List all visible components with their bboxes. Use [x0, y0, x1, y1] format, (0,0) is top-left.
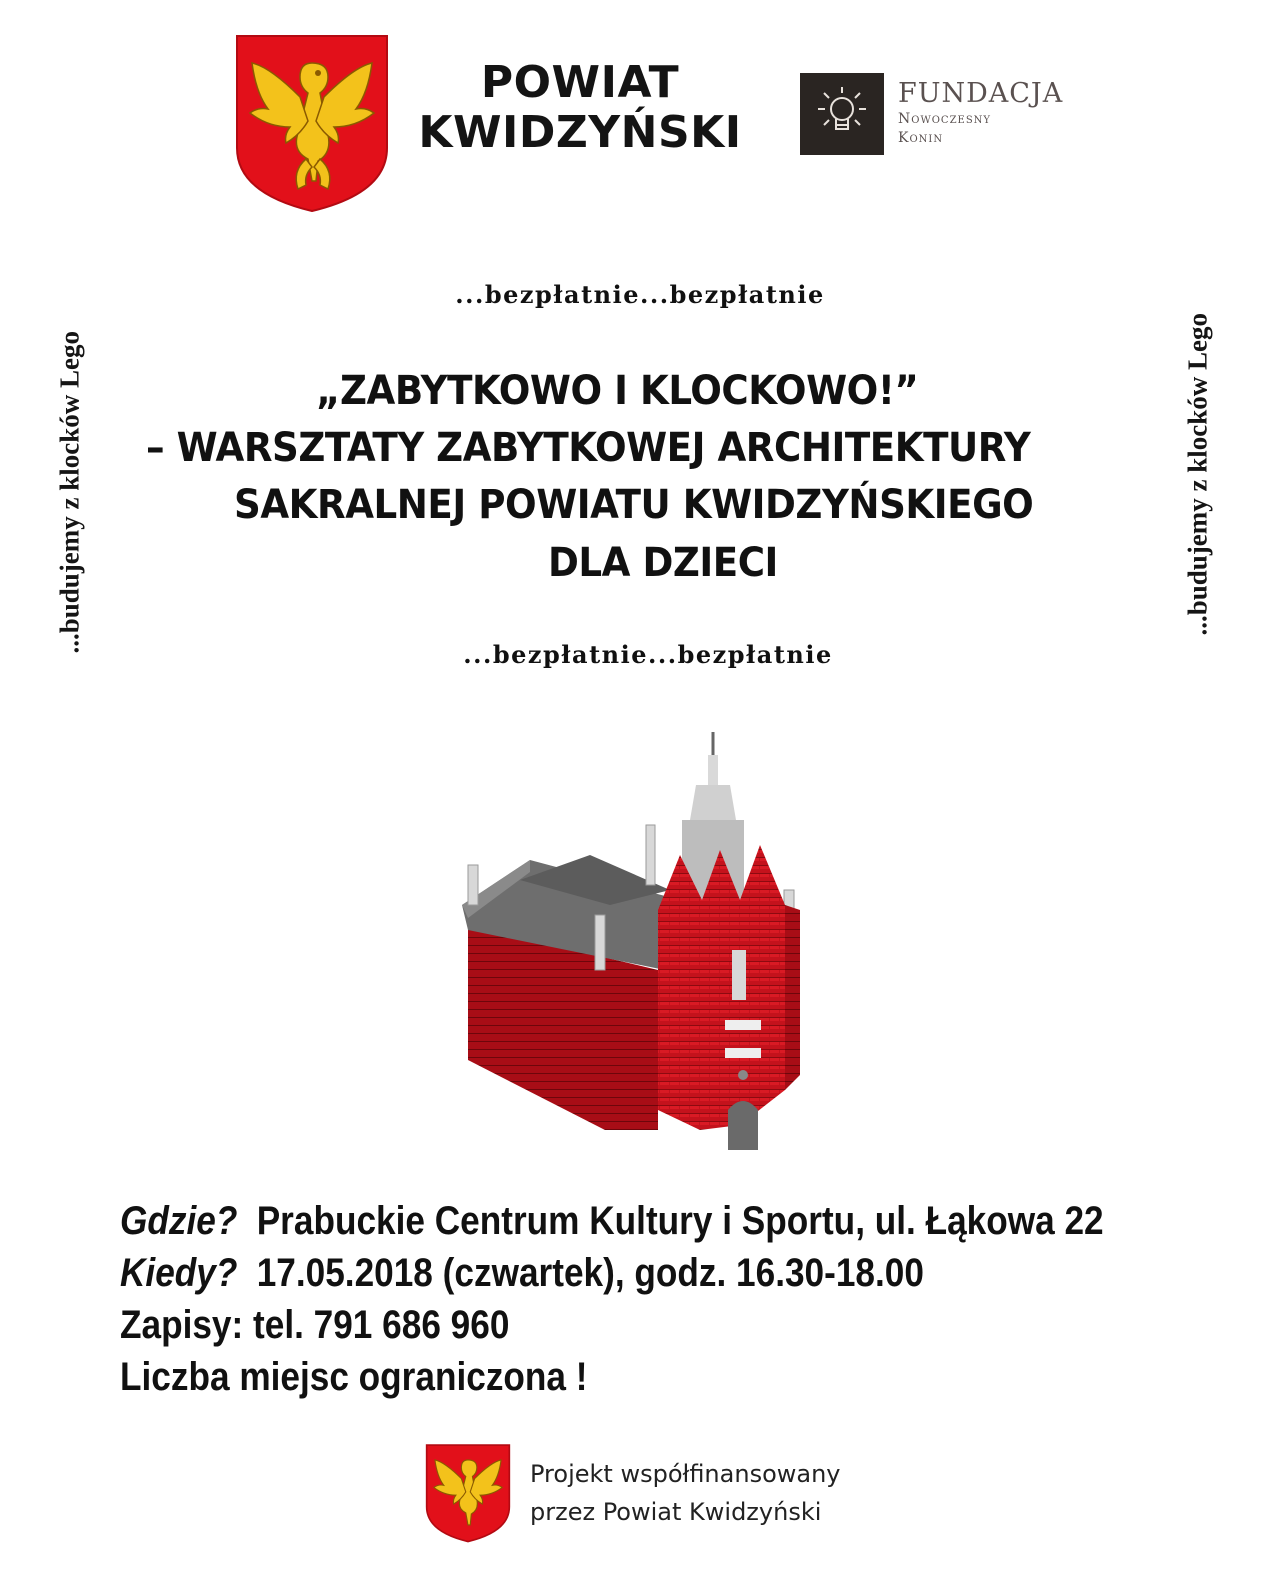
when-line — [120, 1247, 924, 1299]
title-line1: „ZABYTKOWO I KLOCKOWO!” — [316, 368, 919, 414]
cofund-line2: przez Powiat Kwidzyński — [530, 1498, 822, 1526]
org-name-line2: KWIDZYŃSKI — [418, 107, 742, 158]
where-label: Gdzie? — [120, 1199, 238, 1243]
title-line3: SAKRALNEJ POWIATU KWIDZYŃSKIEGO — [234, 482, 1034, 528]
when-label: Kiedy? — [120, 1251, 238, 1295]
title-line2: – WARSZTATY ZABYTKOWEJ ARCHITEKTURY — [146, 425, 1031, 471]
where-value: Prabuckie Centrum Kultury i Sportu, ul. Łąkowa 22 — [256, 1199, 1104, 1243]
where-line — [120, 1195, 1104, 1247]
title-line4: DLA DZIECI — [548, 540, 778, 586]
cofund-line1: Projekt współfinansowany — [530, 1460, 841, 1488]
organization-name — [405, 58, 755, 158]
foundation-title: FUNDACJA — [898, 78, 1064, 109]
free-note-top: ...bezpłatnie...bezpłatnie — [455, 280, 825, 309]
signup-line: Zapisy: tel. 791 686 960 — [120, 1303, 510, 1347]
lego-church-image — [440, 730, 820, 1150]
when-value: 17.05.2018 (czwartek), godz. 16.30-18.00 — [256, 1251, 924, 1295]
cofunding-note — [530, 1455, 841, 1531]
foundation-subtitle — [898, 110, 1063, 148]
foundation-name — [898, 78, 1063, 148]
free-note-bottom: ...bezpłatnie...bezpłatnie — [463, 640, 833, 669]
foundation-line2: Nowoczesny — [898, 111, 992, 127]
foundation-line3: Konin — [898, 130, 944, 146]
coat-of-arms-icon — [234, 33, 390, 213]
side-note-left: ...budujemy z klocków Lego — [54, 330, 85, 654]
coat-of-arms-icon — [425, 1443, 511, 1543]
side-note-right: ...budujemy z klocków Lego — [1182, 312, 1213, 636]
org-name-line1: POWIAT — [480, 57, 680, 108]
lightbulb-icon — [800, 73, 884, 155]
limited-seats-line: Liczba miejsc ograniczona ! — [120, 1355, 588, 1399]
